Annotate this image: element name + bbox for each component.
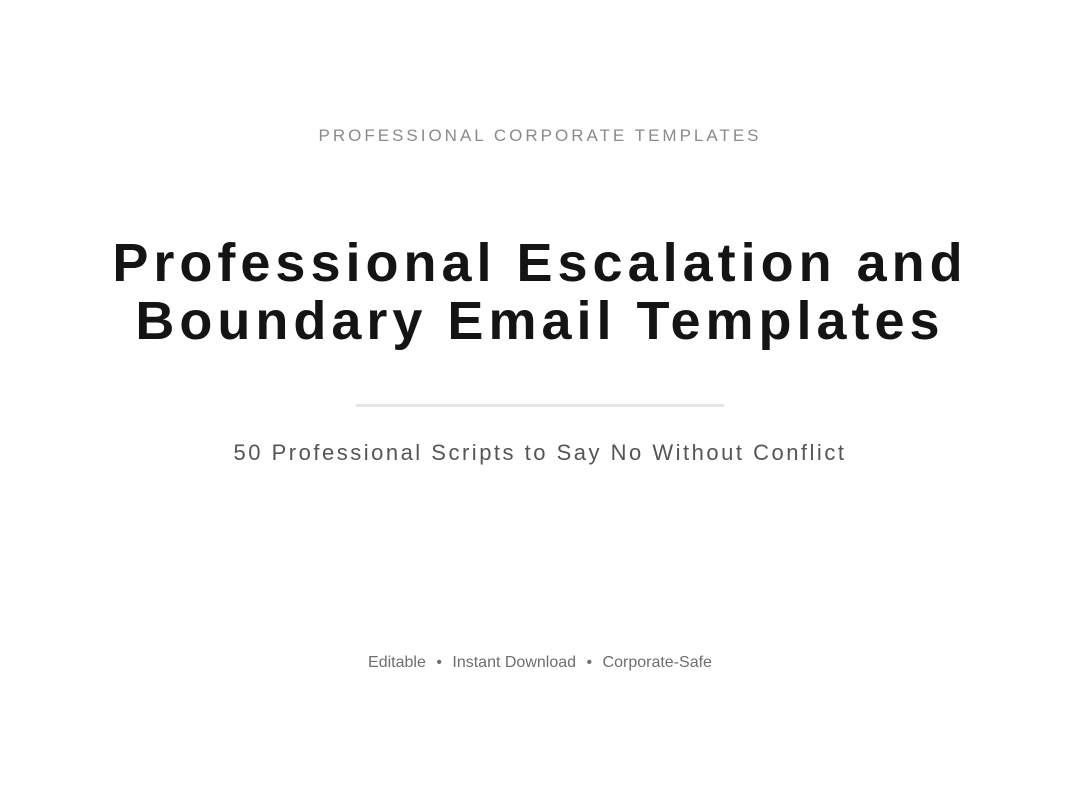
feature-item-editable: Editable	[368, 654, 426, 671]
feature-item-corporate-safe: Corporate-Safe	[602, 654, 712, 671]
page-title	[0, 234, 1080, 350]
title-line-2: Boundary Email Templates	[135, 291, 945, 351]
bullet-separator: •	[436, 654, 442, 671]
subtitle: 50 Professional Scripts to Say No Without Conflict	[233, 440, 847, 465]
feature-item-instant-download: Instant Download	[452, 654, 577, 671]
eyebrow-label: PROFESSIONAL CORPORATE TEMPLATES	[318, 126, 762, 145]
divider	[356, 404, 724, 407]
bullet-separator: •	[586, 654, 593, 671]
feature-list	[0, 654, 1080, 672]
title-line-1: Professional Escalation and	[112, 233, 968, 293]
